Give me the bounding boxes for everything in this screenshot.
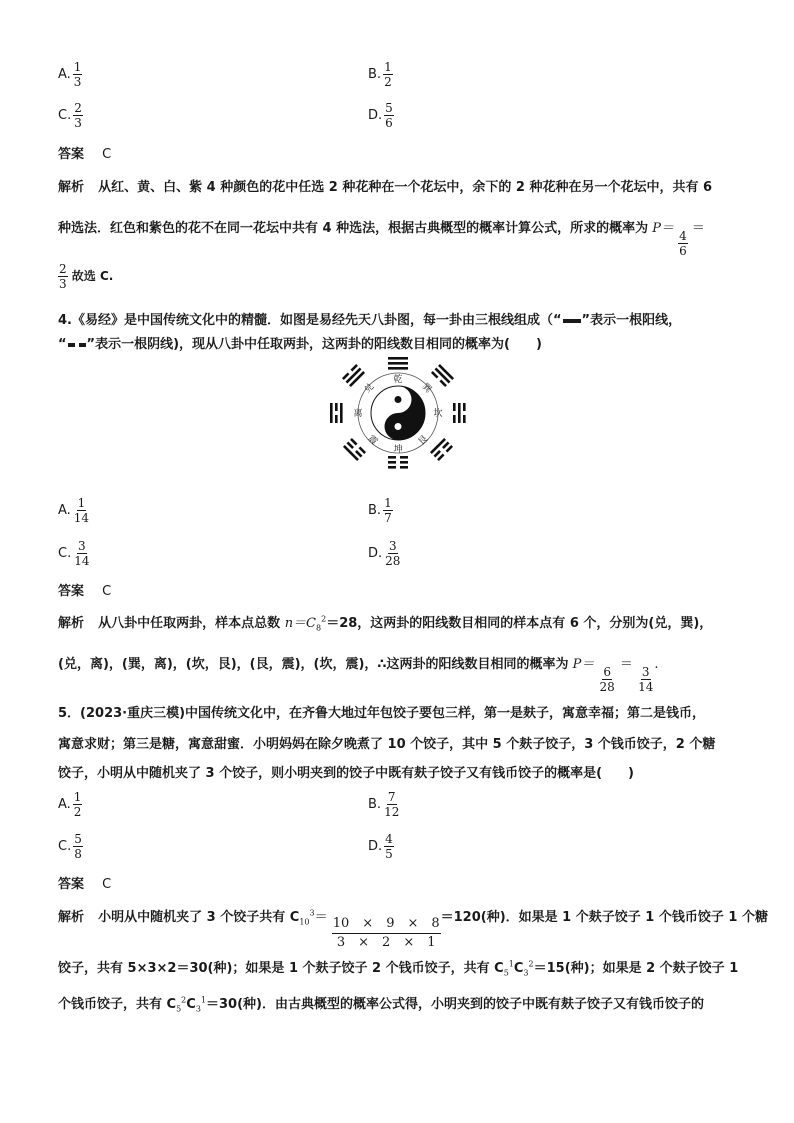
q5-stem-line1: 5．(2023·重庆三模)中国传统文化中，在齐鲁大地过年包饺子要包三样，第一是麸子，寓意幸福；第二是钱币， [58, 706, 706, 721]
fraction: $\frac{1}{7}$ [384, 496, 392, 525]
q3-analysis-line3: $\frac{2}{3}$ 故选 C. [59, 262, 114, 291]
trigram-qian [388, 357, 408, 370]
trigram-kan [453, 403, 466, 423]
fraction: $\frac{1}{2}$ [384, 60, 392, 89]
fraction: $\frac{4}{6}$ [679, 229, 687, 258]
q5-option-c: C. $\frac{5}{8}$ [58, 832, 82, 861]
fraction: $\frac{7}{12}$ [384, 790, 400, 819]
q5-analysis-line2: 饺子，共有 5×3×2＝30(种)；如果是 1 个麸子饺子 2 个钱币饺子，共有 $C_5^1C_3^2=15$(种)；如果是 2 个麸子饺子 1 [58, 959, 739, 978]
fraction: $\frac{3}{14}$ [638, 665, 654, 694]
fraction: $\frac{1}{3}$ [73, 60, 82, 89]
fraction: $\frac{2}{3}$ [59, 262, 67, 291]
fraction: $\frac{3}{14}$ [74, 539, 90, 568]
fraction: $\frac{3}{28}$ [385, 539, 401, 568]
fraction: $\frac{2}{3}$ [74, 101, 82, 130]
label-xun: 巽 [419, 381, 434, 396]
q3-answer: 答案 C [58, 147, 112, 162]
label-gen: 艮 [416, 433, 431, 448]
q5-option-b: B. $\frac{7}{12}$ [368, 790, 400, 819]
q5-stem-line3: 饺子，小明从中随机夹了 3 个饺子，则小明夹到的饺子中既有麸子饺子又有钱币饺子的概率是( ) [58, 766, 634, 781]
trigram-li [330, 403, 343, 423]
fraction: $\frac{4}{5}$ [385, 832, 393, 861]
q5-stem-line2: 寓意求财；第三是糖，寓意甜蜜．小明妈妈在除夕晚煮了 10 个饺子，其中 5 个麸子饺子，3 个钱币饺子，2 个糖 [58, 737, 716, 752]
q4-stem-line1: 4.《易经》是中国传统文化中的精髓．如图是易经先天八卦图，每一卦由三根线组成（“ ”表示一根阳线， [58, 313, 682, 328]
taiji-icon [371, 386, 425, 440]
trigram-gen [430, 438, 453, 461]
q3-analysis-line1: 解析 从红、黄、白、紫 4 种颜色的花中任选 2 种花种在一个花坛中，余下的 2 种花种在另一个花坛中，共有 6 [58, 180, 713, 195]
q5-analysis-line3: 个钱币饺子，共有 $C_5^2C_3^1=30$(种)．由古典概型的概率公式得，小明夹到的饺子中既有麸子饺子又有钱币饺子的 [58, 995, 704, 1014]
label-li: 离 [353, 409, 363, 419]
q3-option-a: A. $\frac{1}{3}$ [58, 60, 82, 89]
q5-option-a: A. $\frac{1}{2}$ [58, 790, 82, 819]
yin-line-icon [68, 343, 86, 347]
label-zhen: 震 [365, 433, 380, 448]
q3-option-d: D. $\frac{5}{6}$ [368, 101, 393, 130]
fraction: $\frac{5}{6}$ [385, 101, 393, 130]
trigram-kun [388, 456, 408, 469]
fraction: $\frac{1}{14}$ [73, 496, 90, 525]
label-kan: 坎 [433, 409, 443, 419]
bagua-diagram [325, 354, 471, 472]
q4-answer: 答案 C [58, 584, 112, 599]
q3-option-c: C. $\frac{2}{3}$ [58, 101, 82, 130]
q4-option-b: B. $\frac{1}{7}$ [368, 496, 392, 525]
bagua-svg [325, 354, 471, 472]
q4-option-d: D. $\frac{3}{28}$ [368, 539, 401, 568]
q4-option-a: A. $\frac{1}{14}$ [58, 496, 90, 525]
fraction: $\frac{10 \times 9 \times 8}{3 \times 2 \times 1}$ [332, 916, 440, 950]
q3-analysis-line2: 种选法．红色和紫色的花不在同一花坛中共有 4 种选法，根据古典概型的概率计算公式，所求的概率为 P＝ $\frac{4}{6}$ ＝ [58, 221, 705, 258]
trigram-dui [342, 364, 365, 387]
q4-analysis-line2: (兑，离)，(巽，离)，(坎，艮)，(艮，震)，(坎，震)，∴这两卦的阳线数目相同的概率为 P＝ $\frac{6}{28}$ ＝ $\frac{3}{14}$ . [58, 657, 659, 694]
q5-analysis-line1: 解析 小明从中随机夹了 3 个饺子共有 $C_{10}^3=$ $\frac{10 \times 9 \times 8}{3 \times 2 \times 1}$ ＝120(种)．如果是 1 个麸子饺子 1 个钱币饺子 1 个糖 [58, 908, 768, 950]
q3-option-b: B. $\frac{1}{2}$ [368, 60, 392, 89]
q4-option-c: C. $\frac{3}{14}$ [58, 539, 90, 568]
label-kun: 坤 [393, 445, 403, 455]
q5-option-d: D. $\frac{4}{5}$ [368, 832, 393, 861]
label-dui: 兑 [362, 381, 377, 396]
fraction: $\frac{6}{28}$ [599, 665, 615, 694]
q5-answer: 答案 C [58, 877, 112, 892]
q4-analysis-line1: 解析 从八卦中任取两卦，样本点总数 $n=C_8^2=28$，这两卦的阳线数目相同的样本点有 6 个，分别为(兑，巽)， [58, 614, 713, 633]
q4-stem-line2: “ ”表示一根阴线)，现从八卦中任取两卦，这两卦的阳线数目相同的概率为( ) [58, 337, 542, 352]
trigram-zhen [343, 438, 366, 461]
fraction: $\frac{1}{2}$ [73, 790, 82, 819]
yang-line-icon [563, 319, 581, 323]
label-qian: 乾 [393, 375, 403, 385]
fraction: $\frac{5}{8}$ [74, 832, 82, 861]
trigram-xun [431, 364, 454, 387]
